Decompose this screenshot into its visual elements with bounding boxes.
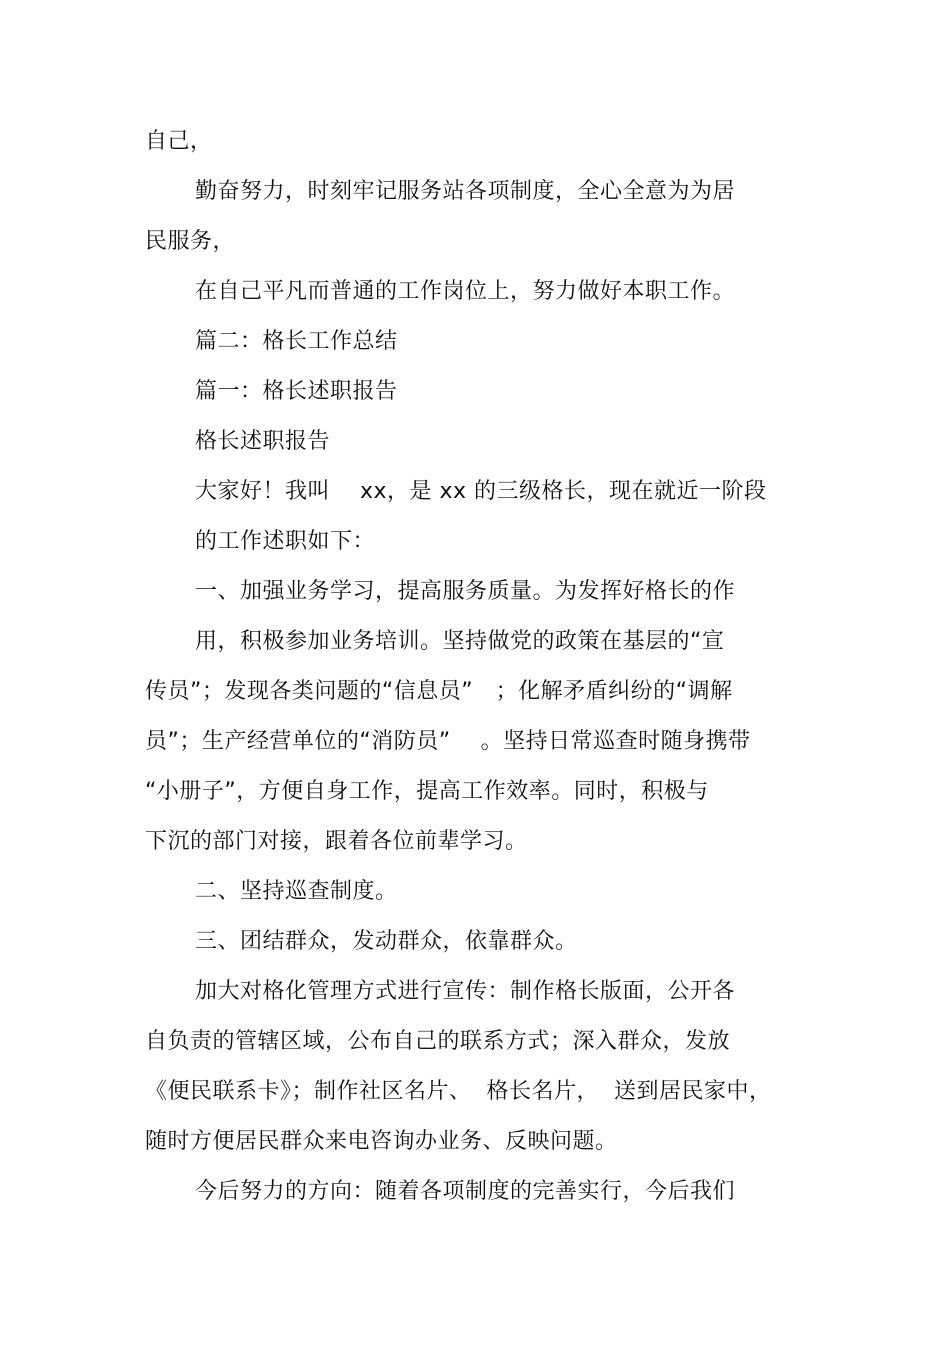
- text-line: 二、坚持巡查制度。: [195, 879, 398, 904]
- text-line: 篇二：格长工作总结: [195, 329, 398, 354]
- text-line: 随时方便居民群众来电咨询办业务、反映问题。: [145, 1129, 618, 1154]
- text-line: 传员”；发现各类问题的“信息员” ；化解矛盾纠纷的“调解: [145, 679, 733, 704]
- text-line: 自负责的管辖区域，公布自己的联系方式；深入群众，发放: [145, 1029, 731, 1054]
- text-line: 大家好！我叫 xx，是 xx 的三级格长，现在就近一阶段: [195, 479, 767, 504]
- text-line: 下沉的部门对接，跟着各位前辈学习。: [145, 829, 528, 854]
- text-line: 在自己平凡而普通的工作岗位上，努力做好本职工作。: [195, 279, 736, 304]
- text-line: 一、加强业务学习，提高服务质量。为发挥好格长的作: [195, 579, 736, 604]
- text-line: “小册子”，方便自身工作，提高工作效率。同时，积极与: [145, 779, 709, 804]
- text-line: 勤奋努力，时刻牢记服务站各项制度，全心全意为为居: [195, 179, 736, 204]
- text-line: 篇一：格长述职报告: [195, 379, 398, 404]
- text-line: 自己，: [145, 129, 213, 154]
- text-line: 民服务，: [145, 229, 236, 254]
- text-line: 三、团结群众，发动群众，依靠群众。: [195, 929, 578, 954]
- text-line: 用，积极参加业务培训。坚持做党的政策在基层的“宣: [195, 629, 725, 654]
- text-line: 《便民联系卡》；制作社区名片、 格长名片， 送到居民家中，: [145, 1079, 772, 1104]
- text-line: 今后努力的方向：随着各项制度的完善实行，今后我们: [195, 1179, 736, 1204]
- text-line: 格长述职报告: [195, 429, 331, 454]
- text-line: 的工作述职如下：: [195, 529, 376, 554]
- text-line: 加大对格化管理方式进行宣传：制作格长版面，公开各: [195, 979, 736, 1004]
- text-line: 员”；生产经营单位的“消防员” 。坚持日常巡查时随身携带: [145, 729, 751, 754]
